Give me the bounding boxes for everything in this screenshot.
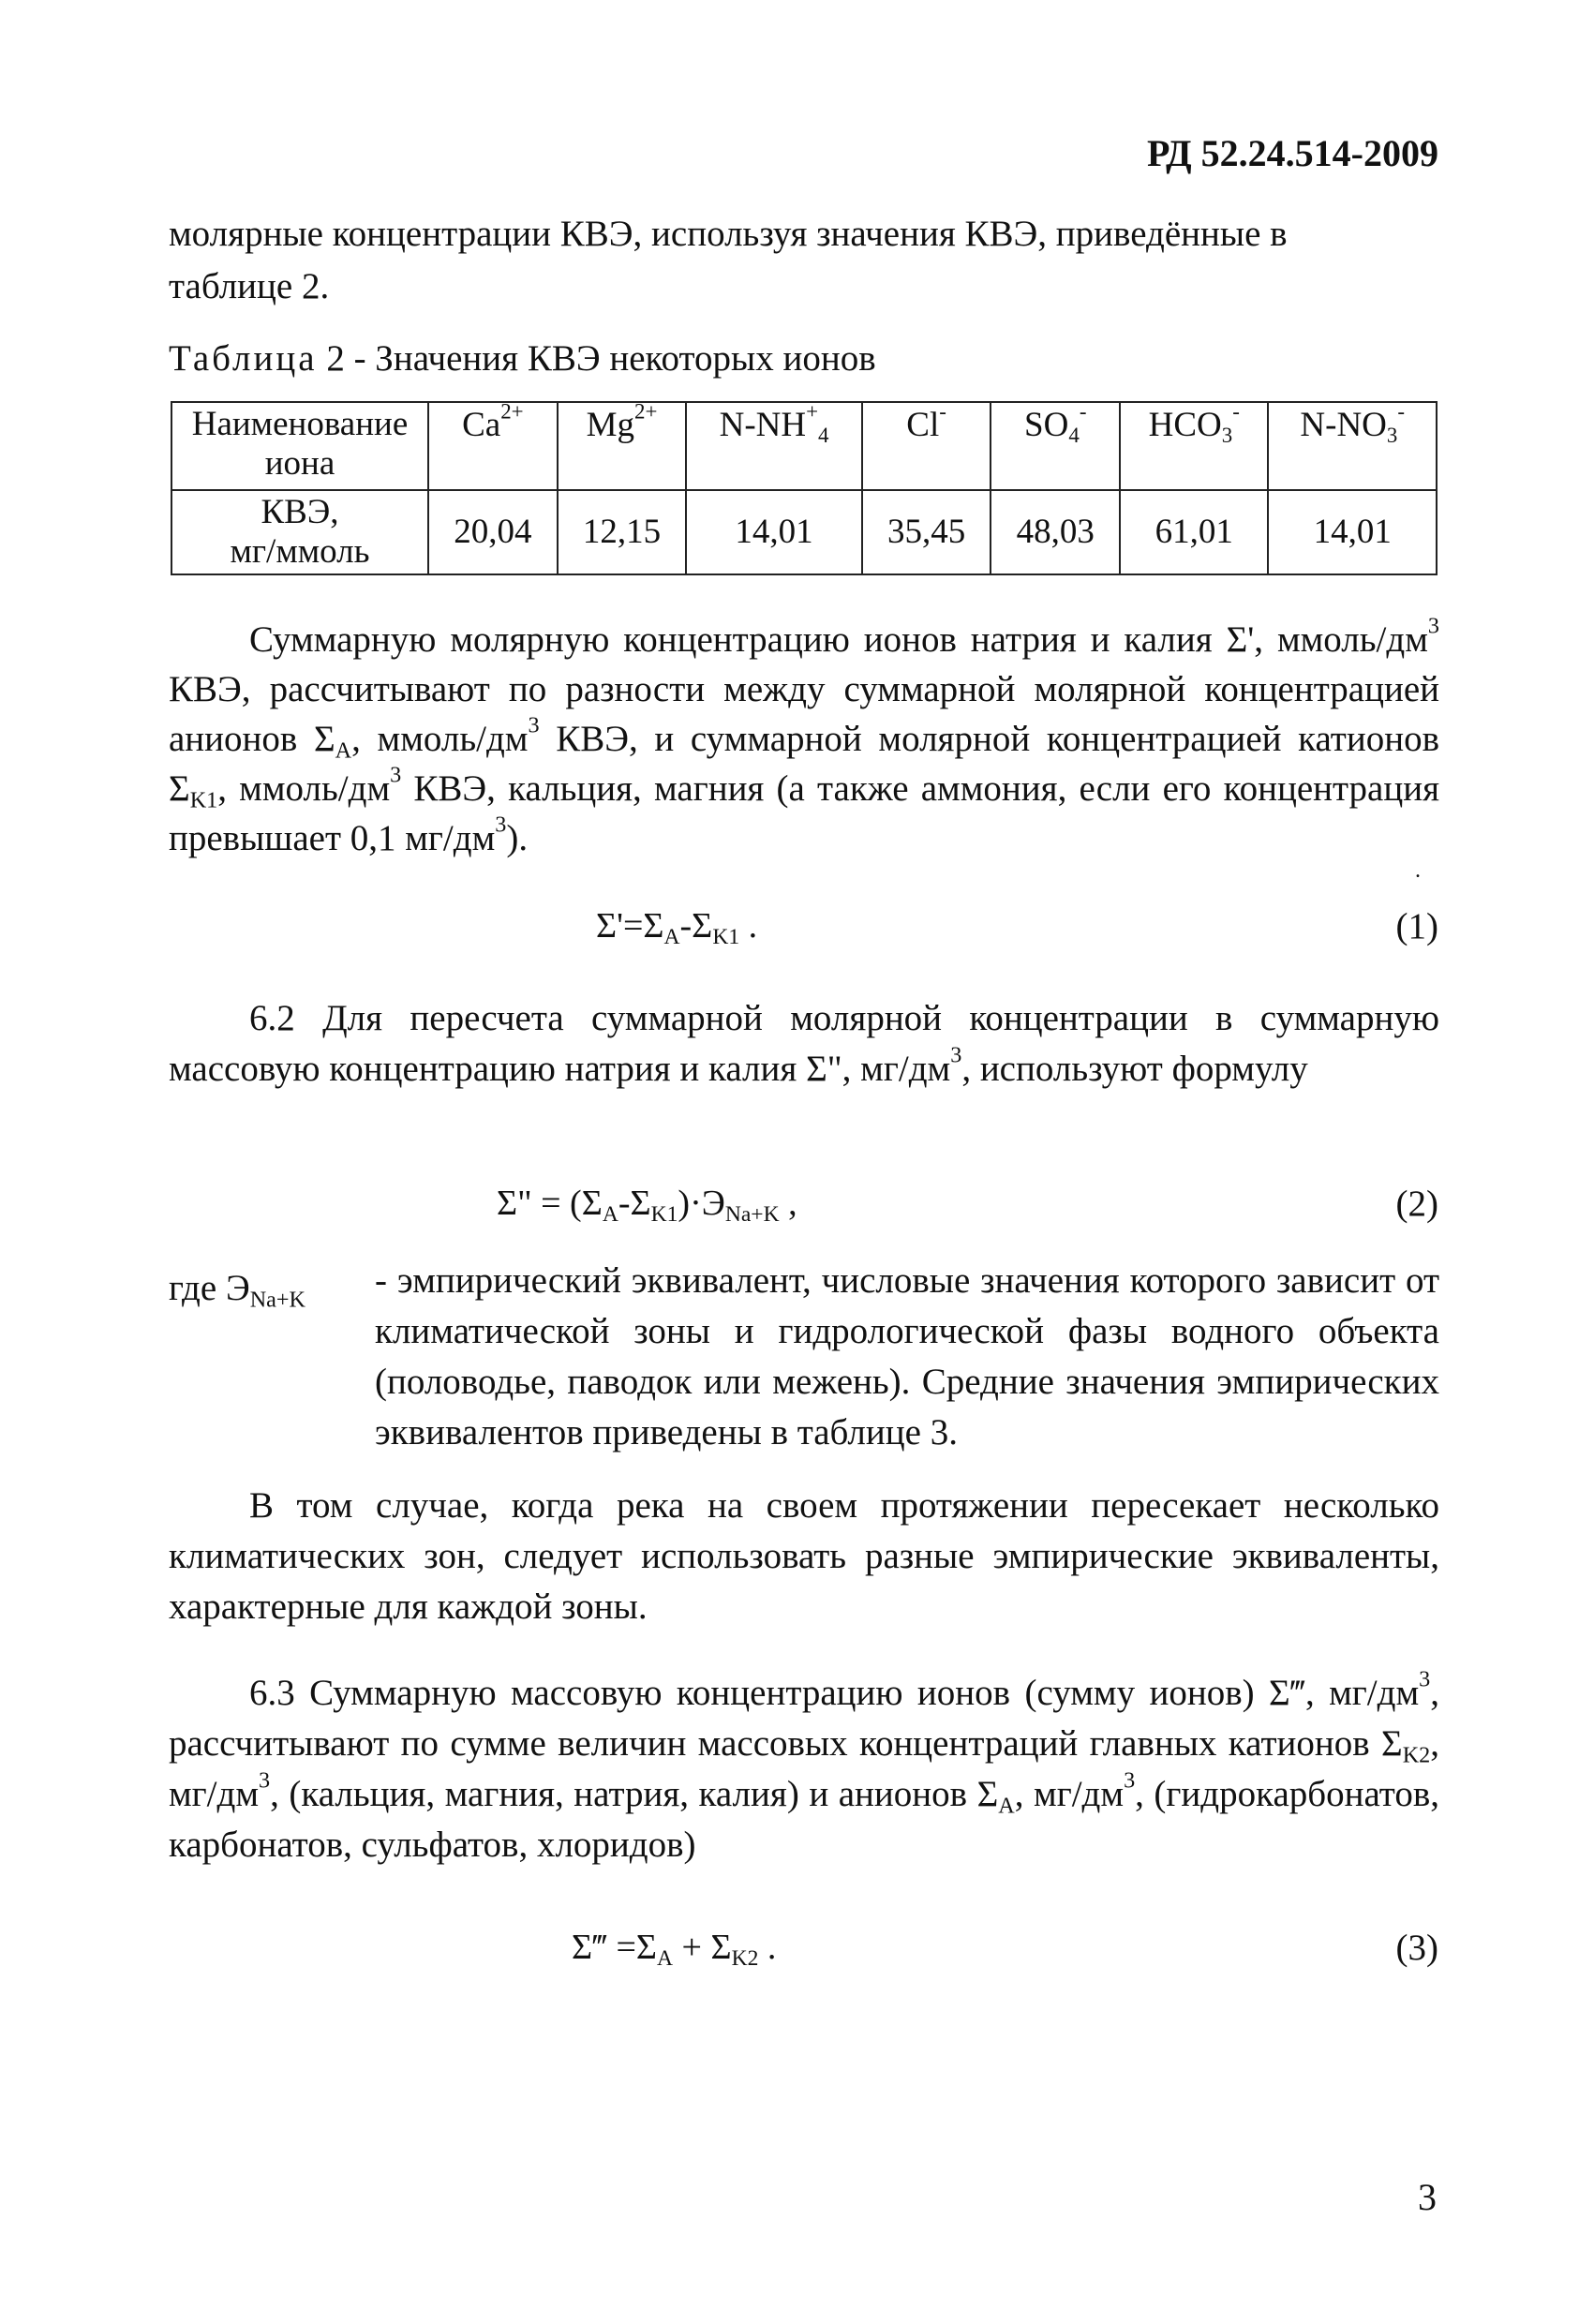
text-run: , (кальция, магния, натрия, калия) и анионов Σ bbox=[270, 1774, 999, 1814]
text-run: , (гидрокарбонатов, карбонатов, сульфатов, хлоридов) bbox=[169, 1774, 1439, 1865]
ion-base: Mg bbox=[586, 406, 635, 444]
ion-charge: 2+ bbox=[634, 399, 658, 424]
kve-header-line1: КВЭ, bbox=[261, 493, 339, 531]
ion-base: Ca bbox=[462, 406, 501, 444]
where-label bbox=[169, 1267, 305, 1313]
subscript: K1 bbox=[189, 787, 218, 813]
ion-base: SO bbox=[1024, 406, 1069, 444]
subscript: A bbox=[998, 1793, 1015, 1819]
page-number: 3 bbox=[1418, 2176, 1437, 2218]
superscript: 3 bbox=[1427, 613, 1439, 639]
kve-value-cell: 12,15 bbox=[558, 490, 687, 574]
kve-value-cell: 61,01 bbox=[1120, 490, 1268, 574]
ion-cell bbox=[558, 399, 687, 490]
formula-text: Σ" = (Σ bbox=[497, 1184, 603, 1223]
ion-charge: - bbox=[939, 399, 946, 424]
document-code: РД 52.24.514-2009 bbox=[1147, 132, 1438, 174]
text-run: , рассчитывают по сумме величин массовых концентраций главных катионов Σ bbox=[169, 1673, 1439, 1764]
text-run: ). bbox=[506, 818, 529, 858]
table-caption-rest: 2 - Значения КВЭ некоторых ионов bbox=[317, 338, 876, 379]
subscript: K1 bbox=[650, 1202, 678, 1228]
ion-name-header bbox=[171, 402, 428, 490]
formula-text: -Σ bbox=[679, 906, 713, 946]
formula-text: Σ‴ =Σ bbox=[572, 1928, 657, 1967]
text-run: , ммоль/дм bbox=[351, 719, 529, 759]
kve-value-cell: 35,45 bbox=[862, 490, 991, 574]
formula-3-number: (3) bbox=[1395, 1928, 1438, 1968]
ion-cell bbox=[428, 399, 558, 490]
kve-value-cell: 48,03 bbox=[991, 490, 1120, 574]
ion-charge: + bbox=[806, 399, 819, 424]
subscript: A bbox=[663, 925, 680, 950]
ion-cell bbox=[1268, 399, 1437, 490]
ion-index: 4 bbox=[1068, 423, 1080, 447]
text-run: 6.3 Суммарную массовую концентрацию ионов (сумму ионов) Σ‴, мг/дм bbox=[249, 1673, 1420, 1713]
subscript: K2 bbox=[731, 1946, 759, 1972]
ion-index: 3 bbox=[1221, 423, 1233, 447]
formula-2-number: (2) bbox=[1395, 1184, 1438, 1224]
text-run: , используют формулу bbox=[961, 1049, 1308, 1089]
ion-cell bbox=[991, 399, 1120, 490]
text-run: , мг/дм bbox=[169, 1723, 1439, 1814]
formula-3 bbox=[572, 1927, 777, 1972]
intro-line-2: таблице 2. bbox=[169, 266, 330, 306]
formula-text: , bbox=[779, 1184, 797, 1223]
kve-value-row bbox=[171, 490, 1437, 574]
formula-2 bbox=[497, 1183, 797, 1228]
ion-cell bbox=[1120, 399, 1268, 490]
text-run: КВЭ, кальция, магния (а также аммония, если его концентрация превышает 0,1 мг/дм bbox=[169, 768, 1440, 858]
stray-dot: . bbox=[1415, 858, 1421, 883]
kve-value-cell: 14,01 bbox=[686, 490, 861, 574]
formula-1 bbox=[596, 905, 758, 950]
text-run: 6.2 Для пересчета суммарной молярной концентрации в суммарную массовую концентрацию натрия и калия Σ", мг/дм bbox=[169, 998, 1439, 1089]
formula-1-number: (1) bbox=[1395, 906, 1438, 946]
ion-base: N-NH bbox=[719, 406, 807, 444]
ion-base: N-NO bbox=[1300, 406, 1387, 444]
intro-paragraph bbox=[169, 208, 1439, 313]
ion-charge: - bbox=[1232, 399, 1240, 424]
ion-cell bbox=[862, 399, 991, 490]
ion-name-header-line1: Наименование bbox=[191, 405, 409, 443]
formula-text: . bbox=[758, 1928, 777, 1967]
kve-table bbox=[171, 401, 1438, 575]
table-caption-word: Таблица bbox=[169, 338, 318, 379]
text-run: КВЭ, и суммарной молярной концентрацией катионов Σ bbox=[169, 719, 1439, 809]
text-run: , мг/дм bbox=[1014, 1774, 1125, 1814]
paragraph-sodium-potassium-molar bbox=[169, 615, 1439, 863]
ion-name-row bbox=[171, 402, 1437, 490]
formula-text: . bbox=[739, 906, 758, 946]
paragraph-climatic-zones: В том случае, когда река на своем протяжении пересекает несколько климатических зон, следует использовать разные эмпирические эквиваленты, характерные для каждой зоны. bbox=[169, 1485, 1439, 1627]
superscript: 3 bbox=[495, 812, 507, 838]
ion-cell bbox=[686, 399, 861, 490]
subscript: Na+K bbox=[249, 1287, 305, 1313]
section-6-2-paragraph bbox=[169, 993, 1439, 1095]
where-label-text: где Э bbox=[169, 1268, 250, 1308]
ion-index: 4 bbox=[818, 423, 829, 447]
subscript: Na+K bbox=[724, 1202, 780, 1228]
subscript: K1 bbox=[712, 925, 740, 950]
text-run: , ммоль/дм bbox=[217, 768, 391, 809]
kve-value-cell: 14,01 bbox=[1268, 490, 1437, 574]
ion-name-header-line2: иона bbox=[264, 444, 335, 483]
ion-charge: - bbox=[1397, 399, 1406, 424]
formula-text: )·Э bbox=[678, 1184, 725, 1223]
superscript: 3 bbox=[1124, 1767, 1136, 1794]
formula-text: Σ'=Σ bbox=[596, 906, 664, 946]
intro-line-1: молярные концентрации КВЭ, используя значения КВЭ, приведённые в bbox=[169, 214, 1288, 254]
ion-charge: - bbox=[1079, 399, 1087, 424]
ion-base: HCO bbox=[1148, 406, 1222, 444]
formula-text: -Σ bbox=[618, 1184, 651, 1223]
subscript: A bbox=[335, 737, 352, 764]
superscript: 3 bbox=[1419, 1666, 1431, 1692]
subscript: K2 bbox=[1402, 1742, 1431, 1768]
kve-value-cell: 20,04 bbox=[428, 490, 558, 574]
superscript: 3 bbox=[259, 1767, 271, 1794]
superscript: 3 bbox=[950, 1042, 962, 1068]
subscript: A bbox=[602, 1202, 618, 1228]
kve-header-line2: мг/ммоль bbox=[230, 532, 370, 571]
formula-text: + Σ bbox=[673, 1928, 732, 1967]
section-6-3-paragraph bbox=[169, 1668, 1439, 1870]
text-run: КВЭ, рассчитывают по разности между суммарной молярной концентрацией анионов Σ bbox=[169, 669, 1439, 759]
text-run: Суммарную молярную концентрацию ионов натрия и калия Σ', ммоль/дм bbox=[249, 619, 1428, 660]
ion-index: 3 bbox=[1386, 423, 1398, 447]
superscript: 3 bbox=[390, 762, 402, 788]
ion-charge: 2+ bbox=[500, 399, 524, 424]
subscript: A bbox=[657, 1946, 674, 1972]
where-explanation: - эмпирический эквивалент, числовые значения которого зависит от климатической зоны и гидрологической фазы водного объекта (половодье, паводок или межень). Средние значения эмпирических эквивалентов приведены в таблице 3. bbox=[375, 1260, 1439, 1452]
kve-header bbox=[171, 490, 428, 574]
superscript: 3 bbox=[528, 712, 540, 738]
table-caption bbox=[169, 337, 876, 380]
ion-base: Cl bbox=[906, 406, 940, 444]
